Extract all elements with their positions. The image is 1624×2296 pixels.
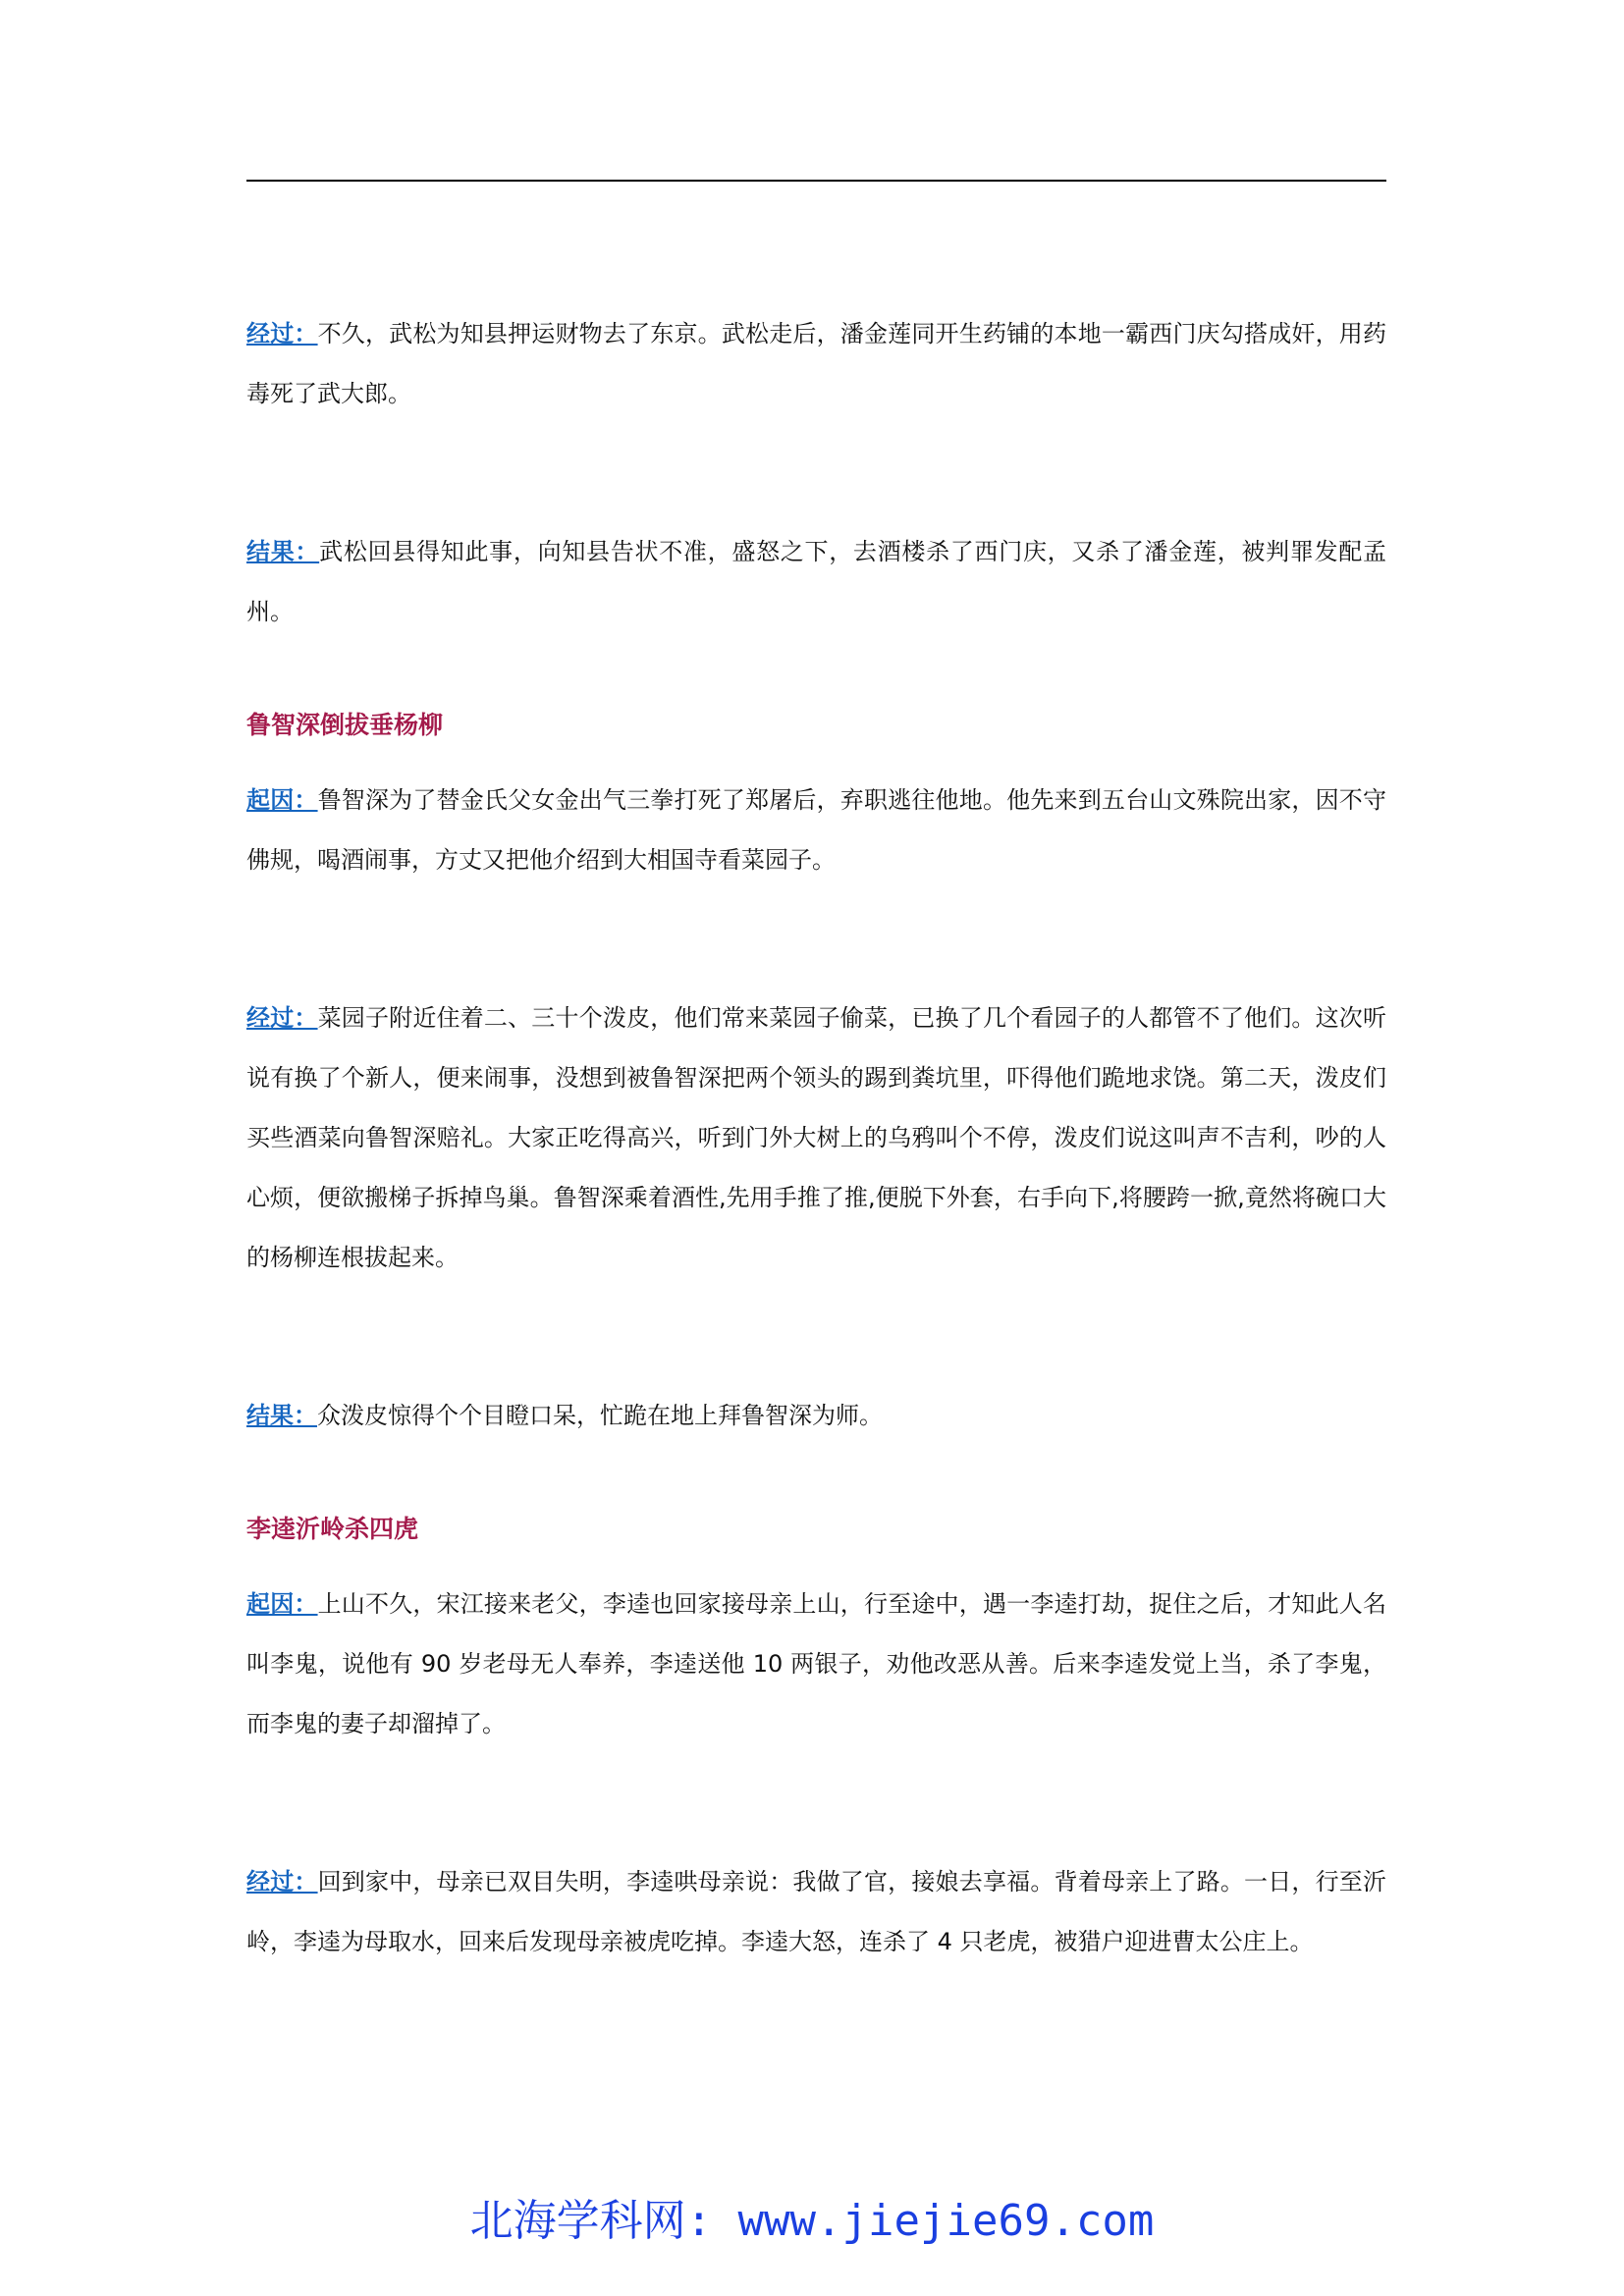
passage-text: 回到家中，母亲已双目失明，李逵哄母亲说：我做了官，接娘去享福。背着母亲上了路。一日，行至沂岭，李逵为母取水，回来后发现母亲被虎吃掉。李逵大怒，连杀了 4 只老虎，被猎户迎进曹太公庄上。 — [246, 1868, 1387, 1955]
result-text: 众泼皮惊得个个目瞪口呆，忙跪在地上拜鲁智深为师。 — [317, 1402, 883, 1429]
luzhishen-passage-paragraph — [246, 988, 1386, 1288]
likui-cause-paragraph — [246, 1575, 1386, 1754]
luzhishen-result-paragraph — [246, 1386, 1386, 1446]
passage-label: 经过： — [246, 1868, 318, 1896]
result-label: 结果： — [246, 1402, 317, 1429]
cause-text: 上山不久，宋江接来老父，李逵也回家接母亲上山，行至途中，遇一李逵打劫，捉住之后，才知此人名叫李鬼，说他有 90 岁老母无人奉养，李逵送他 10 两银子，劝他改恶从善。后来李逵发觉上当，杀了李鬼，而李鬼的妻子却溜掉了。 — [246, 1590, 1387, 1737]
result-label: 结果： — [246, 538, 320, 565]
passage-label: 经过： — [246, 1004, 318, 1032]
site-watermark-footer: 北海学科网: www.jiejie69.com — [469, 2196, 1155, 2246]
cause-label: 起因： — [246, 1590, 318, 1618]
likui-passage-paragraph — [246, 1852, 1386, 1972]
luzhishen-cause-paragraph — [246, 771, 1386, 890]
cause-text: 鲁智深为了替金氏父女金出气三拳打死了郑屠后，弃职逃往他地。他先来到五台山文殊院出家，因不守佛规，喝酒闹事，方丈又把他介绍到大相国寺看菜园子。 — [246, 786, 1387, 874]
passage-label: 经过： — [246, 320, 318, 347]
passage-text: 不久，武松为知县押运财物去了东京。武松走后，潘金莲同开生药铺的本地一霸西门庆勾搭成奸，用药毒死了武大郎。 — [246, 320, 1387, 407]
section-heading-likui: 李逵沂岭杀四虎 — [246, 1515, 419, 1543]
section-heading-luzhishen: 鲁智深倒拔垂杨柳 — [246, 711, 444, 739]
cause-label: 起因： — [246, 786, 318, 814]
wusong-result-paragraph — [246, 522, 1386, 642]
document-body — [246, 304, 1386, 1972]
passage-text: 菜园子附近住着二、三十个泼皮，他们常来菜园子偷菜，已换了几个看园子的人都管不了他们。这次听说有换了个新人，便来闹事，没想到被鲁智深把两个领头的踢到粪坑里，吓得他们跪地求饶。第二天，泼皮们买些酒菜向鲁智深赔礼。大家正吃得高兴，听到门外大树上的乌鸦叫个不停，泼皮们说这叫声不吉利，吵的人心烦，便欲搬梯子拆掉鸟巢。鲁智深乘着酒性,先用手推了推,便脱下外套，右手向下,将腰跨一掀,竟然将碗口大的杨柳连根拔起来。 — [246, 1004, 1387, 1271]
result-text: 武松回县得知此事，向知县告状不准，盛怒之下，去酒楼杀了西门庆，又杀了潘金莲，被判罪发配孟州。 — [246, 538, 1387, 625]
wusong-passage-paragraph — [246, 304, 1386, 424]
header-rule — [246, 180, 1386, 182]
